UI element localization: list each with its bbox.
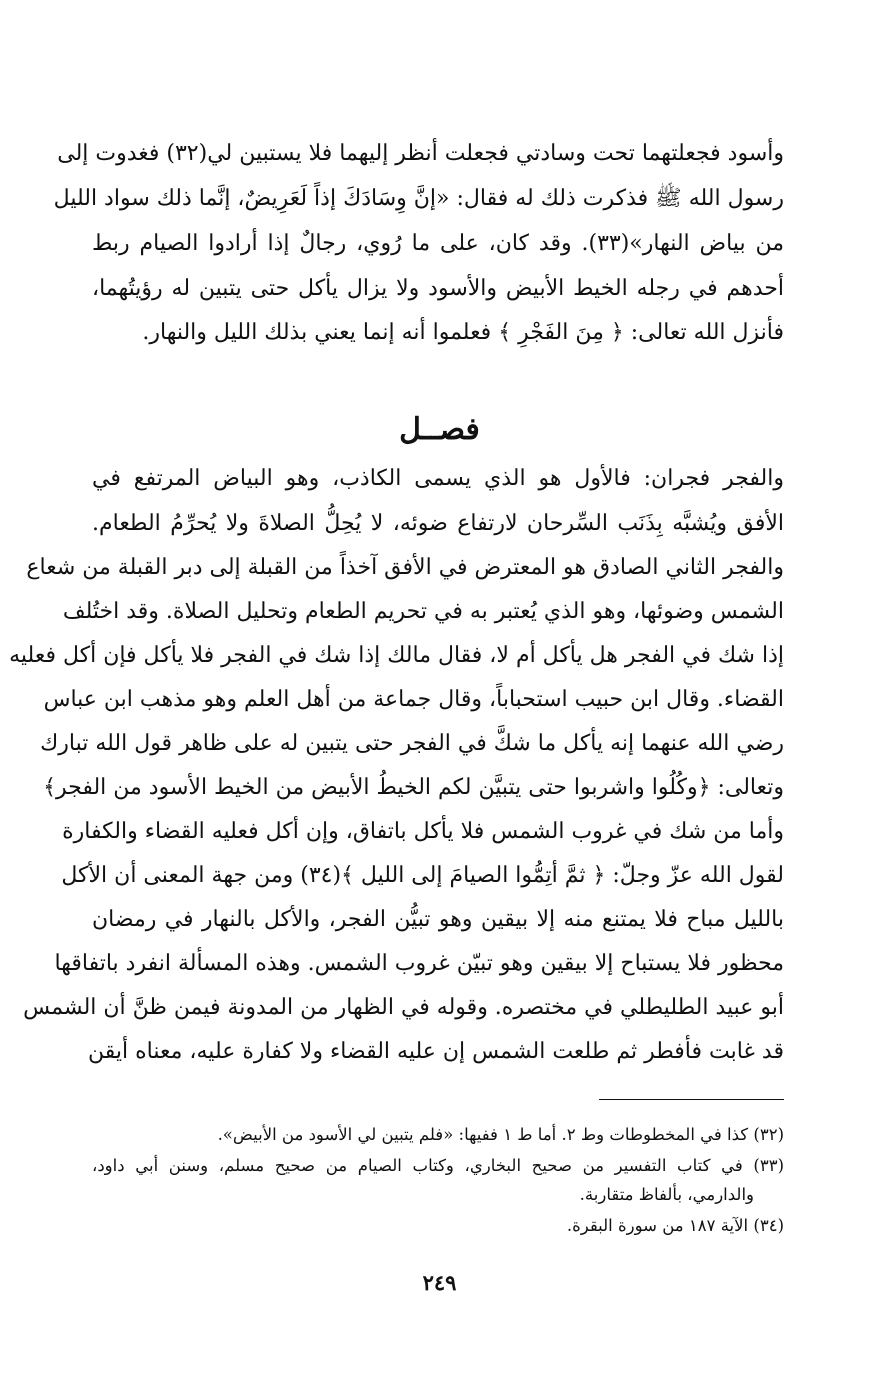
text-line: لقول الله عزّ وجلّ: ﴿ ثمَّ أتِمُّوا الصيامَ إلى الليل ﴾(٣٤) ومن جهة المعنى أن الأكل [61,863,784,888]
text-line: القضاء. وقال ابن حبيب استحباباً، وقال جماعة من أهل العلم وهو مذهب ابن عباس [43,687,784,712]
text-line: رسول الله ﷺ فذكرت ذلك له فقال: «إنَّ وِسَادَكَ إذاً لَعَرِيضٌ، إنَّما ذلك سواد الليل [53,186,784,211]
text-line: وأما من شك في غروب الشمس فلا يأكل باتفاق، وإن أكل فعليه القضاء والكفارة [62,819,784,844]
text-line: والفجر فجران: فالأول هو الذي يسمى الكاذب، وهو البياض المرتفع في [92,466,784,491]
text-line: بالليل مباح فلا يمتنع منه إلا بيقين وهو تبيُّن الفجر، والأكل بالنهار في رمضان [92,907,784,932]
section-heading: فصــل [399,412,480,447]
text-line: قد غابت فأفطر ثم طلعت الشمس إن عليه القضاء ولا كفارة عليه، معناه أيقن [88,1039,784,1064]
text-line: إذا شك في الفجر هل يأكل أم لا، فقال مالك إذا شك في الفجر فلا يأكل فإن أكل فعليه [9,643,784,668]
footnote-divider [599,1099,784,1100]
footnote: (٣٢) كذا في المخطوطات وط ٢. أما ط ١ ففيها: «فلم يتبين لي الأسود من الأبيض». [217,1125,784,1144]
text-line: أبو عبيد الطليطلي في مختصره. وقوله في الظهار من المدونة فيمن ظنَّ أن الشمس [23,995,784,1020]
text-line: فأنزل الله تعالى: ﴿ مِنَ الفَجْرِ ﴾ فعلموا أنه إنما يعني بذلك الليل والنهار. [142,320,784,345]
text-line: الشمس وضوئها، وهو الذي يُعتبر به في تحريم الطعام وتحليل الصلاة. وقد اختُلف [62,599,784,624]
text-line: من بياض النهار»(٣٣). وقد كان، على ما رُوي، رجالٌ إذا أرادوا الصيام ربط [92,231,785,256]
quran-verse-line: وتعالى: ﴿وكُلُوا واشربوا حتى يتبيَّن لكم الخيطُ الأبيض من الخيط الأسود من الفجر﴾ [43,775,784,800]
text-line: أحدهم في رجله الخيط الأبيض والأسود ولا يزال يأكل حتى يتبين له رؤيتُهما، [92,276,784,301]
footnote: (٣٣) في كتاب التفسير من صحيح البخاري، وكتاب الصيام من صحيح مسلم، وسنن أبي داود، [92,1156,784,1175]
footnote: (٣٤) الآية ١٨٧ من سورة البقرة. [566,1216,784,1235]
text-line: الأفق ويُشبَّه بِذَنَب السِّرحان لارتفاع ضوئه، لا يُحِلُّ الصلاةَ ولا يُحرِّمُ الطعام. [92,511,784,536]
text-line: رضي الله عنهما إنه يأكل ما شكَّ في الفجر حتى يتبين له على ظاهر قول الله تبارك [40,731,784,756]
footnote: والدارمي، بألفاظ متقاربة. [579,1185,754,1204]
text-line: محظور فلا يستباح إلا بيقين وهو تبيّن غروب الشمس. وهذه المسألة انفرد باتفاقها [54,951,784,976]
text-line: وأسود فجعلتهما تحت وسادتي فجعلت أنظر إليهما فلا يستبين لي(٣٢) فغدوت إلى [57,141,784,166]
text-line: والفجر الثاني الصادق هو المعترض في الأفق آخذاً من القبلة إلى دبر القبلة من شعاع [26,555,784,580]
page-number: ٢٤٩ [422,1270,457,1295]
